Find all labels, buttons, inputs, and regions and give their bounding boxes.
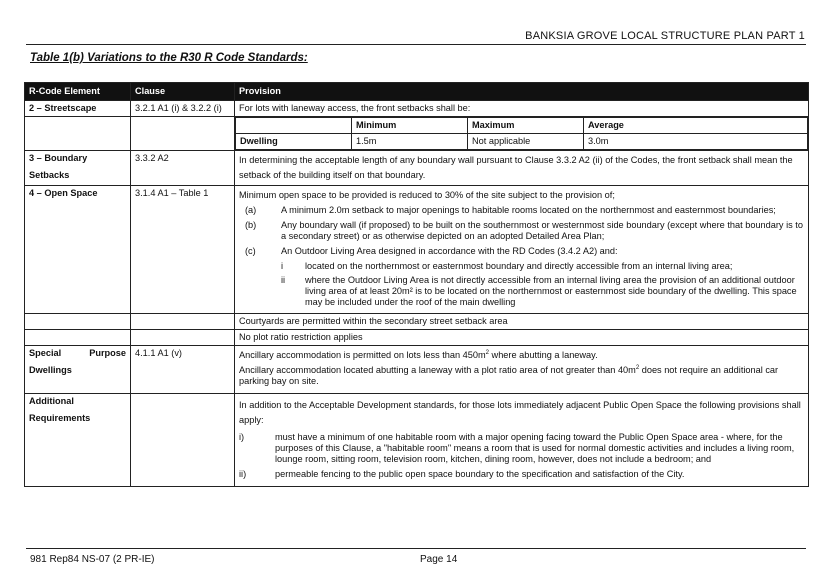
document-header: BANKSIA GROVE LOCAL STRUCTURE PLAN PART 1: [525, 30, 805, 42]
clause-cell: [131, 314, 235, 330]
list-item: [245, 246, 804, 257]
list-text: Any boundary wall (if proposed) to be built on the southernmost or westernmost side boundary (except where that boundary is to a secondary street) or as otherwise depicted on an adopted Detailed Area Plan;: [281, 220, 803, 241]
setback-subtable-cell: [235, 117, 809, 151]
table-row: [25, 314, 809, 330]
sub-list-item: [281, 275, 804, 308]
provision-paragraph: [239, 365, 804, 387]
list-item: [245, 220, 804, 242]
element-line: Setbacks: [29, 170, 70, 180]
superscript: 2: [635, 364, 640, 371]
sub-list-item: [281, 261, 804, 272]
provision-intro: Minimum open space to be provided is reduced to 30% of the site subject to the provision of;: [239, 190, 615, 200]
list-label: (b): [245, 220, 257, 230]
variations-table: [24, 82, 809, 487]
list-item: [239, 432, 804, 465]
element-cell: [25, 394, 131, 487]
page-number: Page 14: [420, 554, 458, 565]
list-text: permeable fencing to the public open space boundary to the specification and satisfaction of the City.: [275, 469, 685, 479]
list-item: [245, 205, 804, 216]
provision-paragraph: [239, 350, 804, 361]
table-title: Table 1(b) Variations to the R30 R Code Standards:: [30, 52, 308, 64]
subtable-cell: Not applicable: [468, 134, 584, 150]
element-cell: [25, 314, 131, 330]
list-label: i): [239, 432, 245, 442]
subtable-header: [236, 118, 352, 134]
element-cell: 2 – Streetscape: [25, 101, 131, 117]
list-text: An Outdoor Living Area designed in accordance with the RD Codes (3.4.2 A2) and:: [281, 246, 618, 256]
list-label: (a): [245, 205, 257, 215]
element-line: Dwellings: [29, 365, 72, 375]
provision-cell: [235, 186, 809, 314]
clause-cell: [131, 394, 235, 487]
column-header: R-Code Element: [25, 83, 131, 101]
element-cell: 4 – Open Space: [25, 186, 131, 314]
table-row: [25, 186, 809, 314]
provision-cell: Courtyards are permitted within the secondary street setback area: [235, 314, 809, 330]
list-text: A minimum 2.0m setback to major openings to habitable rooms located on the northernmost and easternmost boundaries;: [281, 205, 776, 215]
subtable-header: Maximum: [468, 118, 584, 134]
subtable-header: Average: [584, 118, 808, 134]
element-line: Additional: [29, 396, 74, 406]
subtable-cell: Dwelling: [236, 134, 352, 150]
subtable-cell: 1.5m: [352, 134, 468, 150]
table-row: [25, 330, 809, 346]
table-row: [25, 101, 809, 117]
subtable-row: [236, 134, 808, 150]
superscript: 2: [485, 349, 489, 356]
element-line: Requirements: [29, 413, 91, 423]
clause-cell: [131, 117, 235, 151]
provision-intro: In addition to the Acceptable Development standards, for those lots immediately adjacent Public Open Space the following provisions shall apply:: [239, 400, 801, 425]
element-line: 3 – Boundary: [29, 153, 88, 163]
subtable-cell: 3.0m: [584, 134, 808, 150]
provision-text: does not require an additional car parking bay on site.: [239, 365, 779, 386]
table-row: [25, 151, 809, 186]
column-header: Provision: [235, 83, 809, 101]
provision-cell: [235, 394, 809, 487]
element-word: Special: [29, 348, 62, 358]
subtable-header-row: [236, 118, 808, 134]
table-header-row: [25, 83, 809, 101]
list-label: i: [281, 261, 284, 271]
clause-cell: 3.3.2 A2: [131, 151, 235, 186]
table-row: [25, 346, 809, 394]
column-header: Clause: [131, 83, 235, 101]
list-label: ii: [281, 275, 286, 285]
header-divider: [26, 44, 806, 45]
provision-text: Ancillary accommodation is permitted on lots less than 450m: [239, 350, 486, 360]
provision-text: where abutting a laneway.: [489, 350, 598, 360]
clause-cell: 3.2.1 A1 (i) & 3.2.2 (i): [131, 101, 235, 117]
table-row: [25, 394, 809, 487]
clause-cell: 4.1.1 A1 (v): [131, 346, 235, 394]
list-label: ii): [239, 469, 247, 479]
element-cell: [25, 151, 131, 186]
table-row: [25, 117, 809, 151]
clause-cell: 3.1.4 A1 – Table 1: [131, 186, 235, 314]
provision-text: Ancillary accommodation located abutting a laneway with a plot ratio area of not greater than 40m: [239, 365, 636, 375]
provision-cell: For lots with laneway access, the front setbacks shall be:: [235, 101, 809, 117]
list-text: located on the northernmost or easternmost boundary and directly accessible from an internal living area;: [305, 261, 733, 271]
footer-divider: [26, 548, 806, 549]
list-item: [239, 469, 804, 480]
setback-subtable: [235, 117, 808, 150]
provision-cell: No plot ratio restriction applies: [235, 330, 809, 346]
clause-cell: [131, 330, 235, 346]
document-reference: 981 Rep84 NS-07 (2 PR-IE): [30, 554, 155, 565]
element-word: Purpose: [89, 348, 126, 358]
element-line: [29, 348, 126, 359]
provision-cell: In determining the acceptable length of any boundary wall pursuant to Clause 3.3.2 A2 (ii) of the Codes, the front setback shall mean the setback of the building itself on that boundary.: [235, 151, 809, 186]
element-cell: [25, 117, 131, 151]
list-text: must have a minimum of one habitable room with a major opening facing toward the Public Open Space area - where, for the purposes of this Clause, a "habitable room" means a room that is used for normal domestic activities and includes a living room, lounge room, sitting room, television room, kitchen, dining room, however, does not include a bedroom; and: [275, 432, 795, 464]
element-cell: [25, 346, 131, 394]
provision-cell: [235, 346, 809, 394]
element-cell: [25, 330, 131, 346]
list-label: (c): [245, 246, 256, 256]
subtable-header: Minimum: [352, 118, 468, 134]
list-text: where the Outdoor Living Area is not directly accessible from an internal living area the provision of an additional outdoor living area of at least 20m² is to be located on the northernmost or easternmost side boundary of the dwelling. This space may be included under the roof of the main dwelling: [305, 275, 797, 307]
